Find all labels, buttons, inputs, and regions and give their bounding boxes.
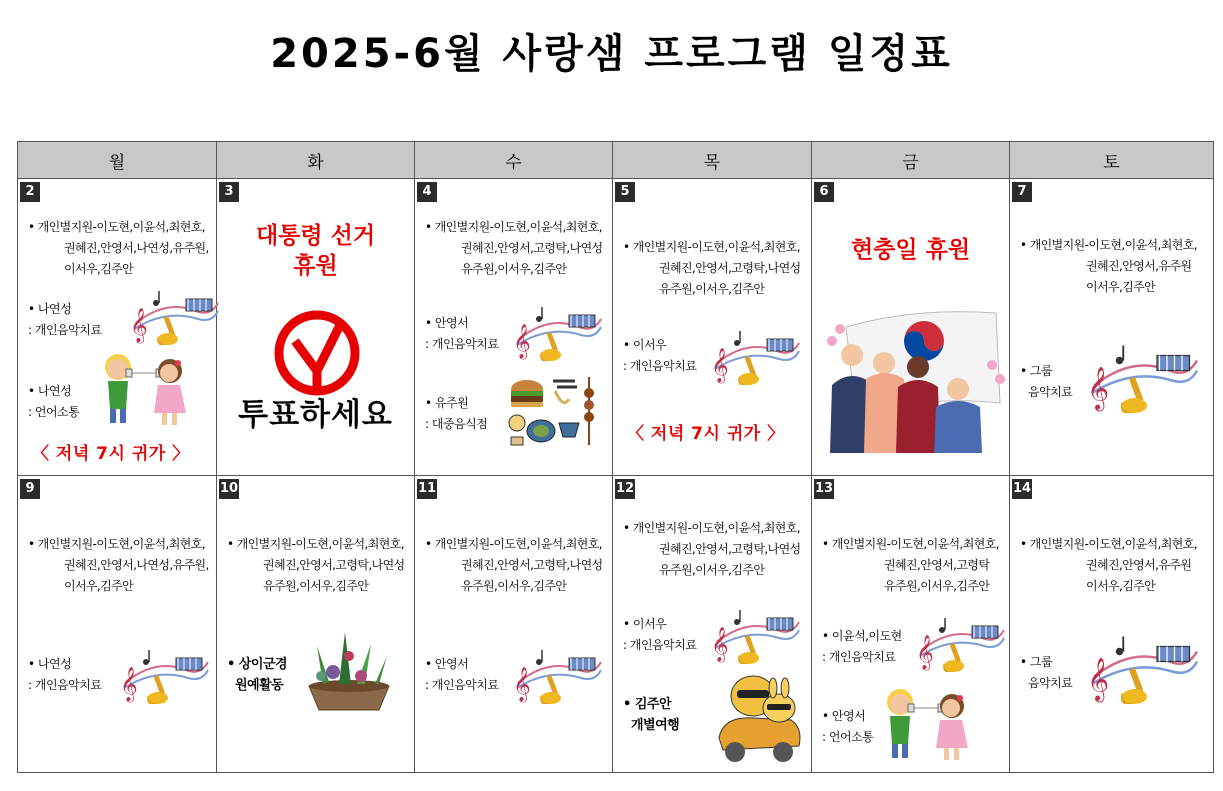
date-badge: 7	[1012, 182, 1032, 202]
svg-text:𝄞: 𝄞	[120, 667, 138, 702]
activity-communication: • 나연성 : 언어소통	[28, 384, 80, 419]
day-cell-11	[415, 476, 613, 773]
individual-support-list: • 개인별지원-이도현,이윤석,최현호, 권혜진,안영서,나연성,유주원, 이서우,김주안	[28, 537, 209, 593]
vote-slogan: 투표하세요	[238, 397, 393, 433]
svg-text:𝄞: 𝄞	[1087, 365, 1110, 410]
day-cell-2	[18, 179, 217, 476]
weekday-header-thu: 목	[613, 142, 812, 179]
music-notes-icon	[912, 616, 1006, 672]
music-notes-icon	[509, 305, 603, 361]
date-badge: 2	[20, 182, 40, 202]
day-cell-7	[1010, 179, 1214, 476]
weekday-header-tue: 화	[217, 142, 415, 179]
svg-text:𝄞: 𝄞	[513, 667, 531, 702]
svg-text:𝄞: 𝄞	[130, 308, 148, 343]
music-notes-icon	[116, 648, 210, 704]
svg-text:𝄞: 𝄞	[1087, 656, 1110, 701]
activity-communication: • 안영서 : 언어소통	[822, 709, 874, 744]
activity-music-therapy: • 안영서 : 개인음악치료	[425, 316, 499, 351]
date-badge: 4	[417, 182, 437, 202]
svg-text:𝄞: 𝄞	[711, 348, 729, 383]
activity-individual-trip: • 김주안 개별여행	[623, 697, 680, 733]
kids-talking-icon	[96, 347, 192, 427]
date-badge: 13	[814, 479, 834, 499]
election-holiday-label: 대통령 선거 휴원	[255, 223, 376, 279]
svg-text:𝄞: 𝄞	[711, 627, 729, 662]
day-cell-5	[613, 179, 812, 476]
svg-text:𝄞: 𝄞	[916, 635, 934, 670]
vote-stamp-icon	[271, 307, 363, 399]
activity-music-therapy: • 이서우 : 개인음악치료	[623, 617, 697, 652]
weekday-header-sat: 토	[1010, 142, 1214, 179]
music-notes-icon	[1082, 634, 1202, 704]
activity-music-therapy: • 나연성 : 개인음악치료	[28, 302, 102, 337]
car-character-icon	[713, 668, 803, 764]
date-badge: 12	[615, 479, 635, 499]
date-badge: 5	[615, 182, 635, 202]
day-cell-13	[812, 476, 1010, 773]
music-notes-icon	[707, 329, 801, 385]
individual-support-list: • 개인별지원-이도현,이윤석,최현호, 권혜진,안영서,고령탁,나연성 유주원,이서우,김주안	[623, 240, 801, 296]
activity-restaurant: • 유주원 : 대중음식점	[425, 396, 488, 431]
music-notes-icon	[126, 289, 220, 345]
day-cell-9	[18, 476, 217, 773]
activity-music-therapy: • 나연성 : 개인음악치료	[28, 657, 102, 692]
evening-return-notice: 〈 저녁 7시 귀가 〉	[627, 424, 785, 444]
individual-support-list: • 개인별지원-이도현,이윤석,최현호, 권혜진,안영서,고령탁 유주원,이서우,김주안	[822, 537, 999, 593]
plant-pot-icon	[299, 626, 399, 712]
date-badge: 11	[417, 479, 437, 499]
kids-talking-icon	[878, 682, 974, 762]
memorial-day-flag-people-icon	[816, 307, 1006, 453]
svg-text:𝄞: 𝄞	[513, 324, 531, 359]
day-cell-12	[613, 476, 812, 773]
date-badge: 9	[20, 479, 40, 499]
day-cell-3	[217, 179, 415, 476]
day-cell-6	[812, 179, 1010, 476]
individual-support-list: • 개인별지원-이도현,이윤석,최현호, 권혜진,안영서,유주원 이서우,김주안	[1020, 537, 1197, 593]
activity-group-music-therapy: • 그룹 음악치료	[1020, 655, 1073, 690]
day-cell-10	[217, 476, 415, 773]
individual-support-list: • 개인별지원-이도현,이윤석,최현호, 권혜진,안영서,고령탁,나연성 유주원,이서우,김주안	[425, 537, 603, 593]
week-row-2	[18, 476, 1214, 773]
page-title: 2025-6월 사랑샘 프로그램 일정표	[270, 31, 953, 77]
week-row-1	[18, 179, 1214, 476]
individual-support-list: • 개인별지원-이도현,이윤석,최현호, 권혜진,안영서,유주원 이서우,김주안	[1020, 238, 1197, 294]
day-cell-4	[415, 179, 613, 476]
weekday-header-row	[18, 142, 1214, 179]
weekday-header-wed: 수	[415, 142, 613, 179]
weekday-header-mon: 월	[18, 142, 217, 179]
individual-support-list: • 개인별지원-이도현,이윤석,최현호, 권혜진,안영서,고령탁,나연성 유주원,이서우,김주안	[623, 521, 801, 577]
date-badge: 6	[814, 182, 834, 202]
evening-return-notice: 〈 저녁 7시 귀가 〉	[32, 444, 190, 464]
date-badge: 10	[219, 479, 239, 499]
music-notes-icon	[509, 648, 603, 704]
schedule-table	[17, 141, 1214, 773]
weekday-header-fri: 금	[812, 142, 1010, 179]
activity-music-therapy: • 이서우 : 개인음악치료	[623, 338, 697, 373]
individual-support-list: • 개인별지원-이도현,이윤석,최현호, 권혜진,안영서,나연성,유주원, 이서우,김주안	[28, 220, 209, 276]
individual-support-list: • 개인별지원-이도현,이윤석,최현호, 권혜진,안영서,고령탁,나연성 유주원,이서우,김주안	[227, 537, 405, 593]
activity-music-therapy: • 안영서 : 개인음악치료	[425, 657, 499, 692]
activity-music-therapy: • 이윤석,이도현 : 개인음악치료	[822, 629, 902, 664]
day-cell-14	[1010, 476, 1214, 773]
activity-gardening: • 상이군경 원예활동	[227, 657, 288, 693]
music-notes-icon	[707, 608, 801, 664]
memorial-day-holiday-label: 현충일 휴원	[850, 237, 971, 263]
food-icon	[503, 375, 601, 449]
date-badge: 3	[219, 182, 239, 202]
music-notes-icon	[1082, 343, 1202, 413]
individual-support-list: • 개인별지원-이도현,이윤석,최현호, 권혜진,안영서,고령탁,나연성 유주원,이서우,김주안	[425, 220, 603, 276]
activity-group-music-therapy: • 그룹 음악치료	[1020, 364, 1073, 399]
date-badge: 14	[1012, 479, 1032, 499]
